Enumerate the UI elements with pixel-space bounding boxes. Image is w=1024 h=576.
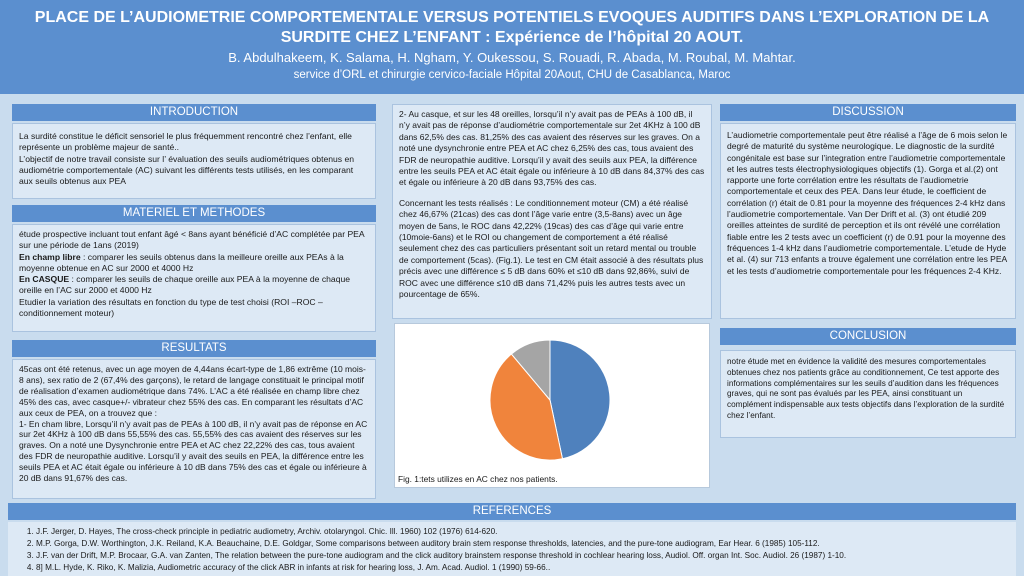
discussion-text: L’audiometrie comportementale peut être réalisé a l’âge de 6 mois selon le degré de maturité du système neurologique. Le diagnostic de la surdité congénitale est base sur l’integration entre l’audiometrie comportementale et les autres tests électrophysiologiques objectifs (1). Gorga et al.(2) ont rapporte une forte corrélation entre les résultats de l’audiometrie comportementale et ceux des PEA. Dans leur étude, le coefficient de corrélation (r) était de 0.81 pour la moyenne des fréquences 2-4 kHz dans l’audiometrie comportementale. Van Der Drift et al. (3) ont étudié 209 oreilles atteintes de surdité de perception et ils ont révélé une corrélation fiable entre les 2 tests avec un coefficient (r) de 0.91 pour la moyenne des fréquences 1-4 kHz dans l’audiometrie comportementale. L’etude de Hyde et al. (4) sur 713 enfants a trouve également une corrélation entre les PEA et les tests d’audiometrie comportementale pour les fréquences 2-4 KHz. [727, 130, 1008, 276]
methodes-casque: En CASQUE : comparer les seuils de chaque oreille aux PEA à la moyenne de chaque oreille en l’AC sur 2000 et 4000 Hz [19, 274, 351, 296]
affiliation: service d’ORL et chirurgie cervico-faciale Hôpital 20Aout, CHU de Casablanca, Maroc [293, 69, 731, 81]
reference-item: 1. J.F. Jerger, D. Hayes, The cross-check principle in pediatric audiometry, Archiv. otolaryngol. Chic. Ill. 1960) 102 (1976) 614-620. [36, 526, 1006, 537]
methodes-champ: En champ libre : comparer les seuils obtenus dans la meilleure oreille aux PEAs à la moyenne obtenue en AC sur 2000 et 4000 Hz [19, 251, 344, 273]
discussion-title: DISCUSSION [720, 104, 1016, 121]
middle-p2: Concernant les tests réalisés : Le conditionnement moteur (CM) a été réalisé chez 46,67% (21cas) des cas dont l’âge varie entre (3,5-8ans) avec un âge moyen de 5ans, le ROC dans 42,22% (19cas) des cas d’âge qui varie entre (10moie-6ans) et le ROI ou changement de comportement a été réalisé seulement chez des cas particuliers présentant soit un retard mental ou trouble de comportement (5cas). (Fig.1). Le test en CM était associé à des résultats plus précis avec une différence ≤ 5 dB dans 60% et ≤10 dB dans 92,86%, suivi de ROC avec une différence ≤10 dB dans 71,42% puis les autres tests avec un pourcentage de 65%. [399, 197, 704, 300]
pie-chart [395, 324, 709, 474]
references-box [8, 522, 1016, 576]
authors: B. Abdulhakeem, K. Salama, H. Ngham, Y. Oukessou, S. Rouadi, R. Abada, M. Roubal, M. Mahtar. [228, 50, 796, 65]
methodes-p4: Etudier la variation des résultats en fonction du type de test choisi (ROI –ROC – conditionnement moteur) [19, 296, 323, 319]
resultats-title: RESULTATS [12, 340, 376, 357]
middle-text-box [392, 104, 712, 319]
introduction-p1: La surdité constitue le déficit sensoriel le plus fréquemment rencontré chez l’enfant, elle représente un problème majeur de santé.. [19, 131, 352, 153]
methodes-title: MATERIEL ET METHODES [12, 205, 376, 222]
resultats-box [12, 359, 376, 499]
middle-p1: 2- Au casque, et sur les 48 oreilles, lorsqu’il n’y avait pas de PEAs à 100 dB, il n’y avait pas de réponse d’audiométrie comportementale sur 2et 4KHz à 100 dB dans 62,5% des cas. 81,25% des cas avaient des réserves sur les graves. On a noté une dysynchronie entre PEA et AC chez 6,25% des cas, tous avaient des FDR de neuropathie auditive. Lorsqu’il y avait des seuils aux PEA, la différence entre les seuils PEA et AC était égale ou inférieure à 10 dB dans 84,37% des cas et égale ou inférieure à 20 dB dans 93,75% des cas. [399, 109, 705, 188]
figure-1-chart [394, 323, 710, 488]
resultats-p1: 45cas ont été retenus, avec un age moyen de 4,44ans écart-type de 1,86 extrême (10 mois-8 ans), sex ratio de 2 (67,4% des garçons), le retard de langage constituait le principal motif de réalisation d’examen audiométrique dans 74%. L’AC a été réalisée en champ libre chez 45% des cas, avec casque+/- vibrateur chez 55% des cas. En comparant les résultats d’AC aux ceux de PEA, on a trouvez que : [19, 364, 366, 418]
methodes-box [12, 224, 376, 332]
references-title: REFERENCES [8, 503, 1016, 520]
discussion-box [720, 123, 1016, 319]
poster-header [0, 0, 1024, 94]
conclusion-title: CONCLUSION [720, 328, 1016, 345]
reference-item: 4. 8] M.L. Hyde, K. Riko, K. Malizia, Audiometric accuracy of the click ABR in infants at risk for hearing loss, J. Am. Acad. Audiol. 1 (1990) 59-66.. [36, 562, 1006, 573]
methodes-p1: étude prospective incluant tout enfant âgé < 8ans ayant bénéficié d’AC complétée par PEA sur une période de 1ans (2019) [19, 229, 365, 251]
references-list [22, 526, 1006, 573]
poster-title: PLACE DE L’AUDIOMETRIE COMPORTEMENTALE VERSUS POTENTIELS EVOQUES AUDITIFS DANS L’EXPLORATION DE LA SURDITE CHEZ L’ENFANT : Expérience de l’hôpital 20 AOUT. [34, 9, 990, 46]
introduction-box [12, 123, 376, 199]
reference-item: 2. M.P. Gorga, D.W. Worthington, J.K. Reiland, K.A. Beauchaine, D.E. Goldgar, Some comparisons between auditory brain stem response thresholds, latencies, and the pure-tone audiogram, Ear Hear. 6 (1985) 105-112. [36, 538, 1006, 549]
figure-caption: Fig. 1:tets utilizes en AC chez nos patients. [398, 474, 558, 484]
introduction-p2: L’objectif de notre travail consiste sur l’ évaluation des seuils audiométriques obtenus en audiométrie comportementale (AC) suivant les différents tests utilisés, en les comparant aux seuils obtenus aux PEA [19, 153, 355, 187]
resultats-p2: 1- En cham libre, Lorsqu’il n’y avait pas de PEAs à 100 dB, il n’y avait pas de réponse en AC sur 2et 4KHz à 100 dB dans 55,55% des cas. 55,55% des cas avaient des réserves sur les graves. On a noté une Dysynchronie entre PEA et AC chez 22,22% des cas, tous avaient des FDR de neuropathie auditive. Lorsqu’il y avait des seuils en PEA, la différence entre les seuils PEA et AC était égale ou inférieure à 10 dB dans 75% des cas et égale ou inférieure à 20 dB dans 91,67% des cas. [19, 418, 368, 484]
conclusion-box [720, 350, 1016, 438]
reference-item: 3. J.F. van der Drift, M.P. Brocaar, G.A. van Zanten, The relation between the pure-tone audiogram and the click auditory brainstem response threshold in cochlear hearing loss, Audiol. Off. organ Int. Soc. Audiol. 26 (1987) 1-10. [36, 550, 1006, 561]
conclusion-text: notre étude met en évidence la validité des mesures comportementales obtenues chez nos patients grâce au conditionnement, Ce test apporte des informations complémentaires sur les seuils d’audition dans les fréquences graves, qui ne sont pas évalués par les PEA, ainsi constituant un complément indispensable aux tests objectifs dans l’exploration de la surdité chez l’enfant. [727, 357, 1005, 420]
introduction-title: INTRODUCTION [12, 104, 376, 121]
